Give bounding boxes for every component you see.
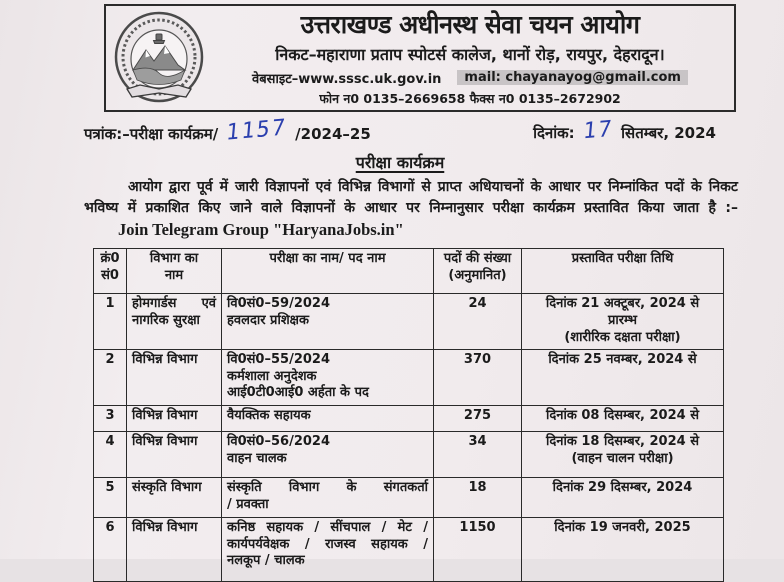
date-suffix: सितम्बर, 2024 xyxy=(621,123,716,142)
date-line xyxy=(533,116,716,145)
post-name-lines xyxy=(227,369,428,403)
post-name-line: आई0टी0आई0 अर्हता के पद xyxy=(227,385,369,401)
header-posts-count: पदों की संख्या (अनुमानित) xyxy=(434,249,522,294)
exam-date-line: दिनांक 29 दिसम्बर, 2024 xyxy=(552,479,693,495)
exam-cell xyxy=(222,294,434,350)
date-label: दिनांक: xyxy=(533,123,575,142)
post-name-line: कनिष्ठ सहायक / सींचपाल / मेट / xyxy=(227,519,428,535)
department-cell: विभिन्न विभाग xyxy=(127,405,222,431)
header-serial: क्रं0 सं0 xyxy=(94,249,127,294)
letter-meta-row xyxy=(84,115,716,146)
post-name-line: संस्कृति विभाग के संगतकर्ता xyxy=(227,479,428,495)
exam-date-line: दिनांक 21 अक्टूबर, 2024 से xyxy=(545,296,700,311)
serial-cell: 3 xyxy=(94,405,127,431)
header-exam-name: परीक्षा का नाम/ पद नाम xyxy=(222,249,434,294)
post-name-line: / प्रवक्ता xyxy=(227,496,269,512)
header-department: विभाग का नाम xyxy=(127,249,222,294)
phone-fax-line: फोन न0 0135–2669658 फैक्स न0 0135–2672902 xyxy=(319,90,621,106)
post-name-line: हवलदार प्रशिक्षक xyxy=(227,312,309,328)
org-name: उत्तराखण्ड अधीनस्थ सेवा चयन आयोग xyxy=(300,10,640,40)
serial-cell: 2 xyxy=(94,349,127,405)
posts-count-cell: 275 xyxy=(434,405,522,431)
exam-cell xyxy=(222,477,434,517)
exam-table-body xyxy=(94,294,724,582)
table-row xyxy=(94,517,724,581)
notification-number: वि0सं0–59/2024 xyxy=(227,296,330,311)
exam-date-line: (शारीरिक दक्षता परीक्षा) xyxy=(564,329,681,345)
exam-cell xyxy=(222,405,434,431)
exam-schedule-table xyxy=(93,248,724,582)
department-cell: होमगार्डस एवं नागरिक सुरक्षा xyxy=(127,294,222,350)
exam-cell xyxy=(222,349,434,405)
telegram-note: Join Telegram Group "HaryanaJobs.in" xyxy=(118,220,404,239)
serial-cell: 4 xyxy=(94,431,127,477)
posts-count-cell: 18 xyxy=(434,477,522,517)
notification-number: वि0सं0–56/2024 xyxy=(227,433,330,449)
exam-date-line: दिनांक 08 दिसम्बर, 2024 से xyxy=(546,407,699,423)
letter-number-line xyxy=(84,115,371,146)
table-row xyxy=(94,477,724,517)
posts-count-cell: 34 xyxy=(434,431,522,477)
doc-title: परीक्षा कार्यक्रम xyxy=(355,153,445,172)
intro-text: आयोग द्वारा पूर्व में जारी विज्ञापनों एवं विभिन्न विभागों से प्राप्त अधियाचनों के आधार पर निम्नांकित पदों के निकट भविष्य में प्रकाशित किए जाने वाले विज्ञापनों के आधार पर निम्नानुसार परीक्षा कार्यक्रम प्रस्तावित किया जाता है :– xyxy=(84,179,738,216)
letterhead-box xyxy=(104,4,736,112)
exam-date-line: दिनांक 25 नवम्बर, 2024 से xyxy=(548,351,697,367)
posts-count-cell: 370 xyxy=(434,349,522,405)
serial-cell: 5 xyxy=(94,477,127,517)
post-name-line: कर्मशाला अनुदेशक xyxy=(227,368,317,384)
post-name-lines xyxy=(227,313,428,330)
post-name-lines xyxy=(227,408,428,425)
notification-number: वि0सं0–55/2024 xyxy=(227,351,330,367)
posts-count-cell: 24 xyxy=(434,294,522,350)
website-url: www.sssc.uk.gov.in xyxy=(298,71,442,87)
serial-cell: 1 xyxy=(94,294,127,350)
website-text xyxy=(252,69,441,87)
table-row xyxy=(94,431,724,477)
post-name-lines xyxy=(227,520,428,571)
table-row xyxy=(94,349,724,405)
exam-date-cell xyxy=(522,349,724,405)
department-cell: विभिन्न विभाग xyxy=(127,431,222,477)
logo-wrap xyxy=(106,10,212,106)
letterhead-text xyxy=(212,9,734,107)
department-cell: विभिन्न विभाग xyxy=(127,517,222,581)
serial-cell: 6 xyxy=(94,517,127,581)
date-handwritten: 17 xyxy=(581,116,615,145)
exam-cell xyxy=(222,431,434,477)
posts-count-cell: 1150 xyxy=(434,517,522,581)
post-name-line: कार्यपर्यवेक्षक / राजस्व सहायक / xyxy=(227,536,428,552)
post-name-line: वैयक्तिक सहायक xyxy=(227,407,311,423)
exam-date-cell xyxy=(522,431,724,477)
exam-date-cell xyxy=(522,517,724,581)
commission-emblem-logo xyxy=(113,10,205,106)
website-label: वेबसाइट– xyxy=(252,71,299,87)
table-row xyxy=(94,405,724,431)
intro-paragraph xyxy=(84,177,738,242)
table-row xyxy=(94,294,724,350)
exam-date-line: दिनांक 19 जनवरी, 2025 xyxy=(554,519,691,535)
exam-cell xyxy=(222,517,434,581)
post-name-lines xyxy=(227,480,428,514)
letter-no-suffix: /2024–25 xyxy=(295,125,371,143)
post-name-line: नलकूप / चालक xyxy=(227,553,305,569)
department-cell: विभिन्न विभाग xyxy=(127,349,222,405)
exam-date-cell xyxy=(522,294,724,350)
exam-date-line: (वाहन चालन परीक्षा) xyxy=(571,450,674,466)
letter-no-handwritten: 1157 xyxy=(225,115,289,146)
post-name-lines xyxy=(227,451,428,468)
exam-date-line: दिनांक 18 दिसम्बर, 2024 से xyxy=(546,433,699,449)
header-exam-date: प्रस्तावित परीक्षा तिथि xyxy=(522,249,724,294)
exam-date-line: प्रारम्भ xyxy=(607,312,638,328)
post-name-line: वाहन चालक xyxy=(227,450,287,466)
table-header-row xyxy=(94,249,724,294)
exam-date-cell xyxy=(522,477,724,517)
letter-no-label: पत्रांक:–परीक्षा कार्यक्रम/ xyxy=(84,125,219,143)
email-highlight: mail: chayanayog@gmail.com xyxy=(457,70,688,85)
org-address: निकट–महाराणा प्रताप स्पोटर्स कालेज, थानों रोड़, रायपुर, देहरादून। xyxy=(275,44,665,64)
exam-date-cell xyxy=(522,405,724,431)
department-cell: संस्कृति विभाग xyxy=(127,477,222,517)
website-email-row xyxy=(212,69,728,87)
